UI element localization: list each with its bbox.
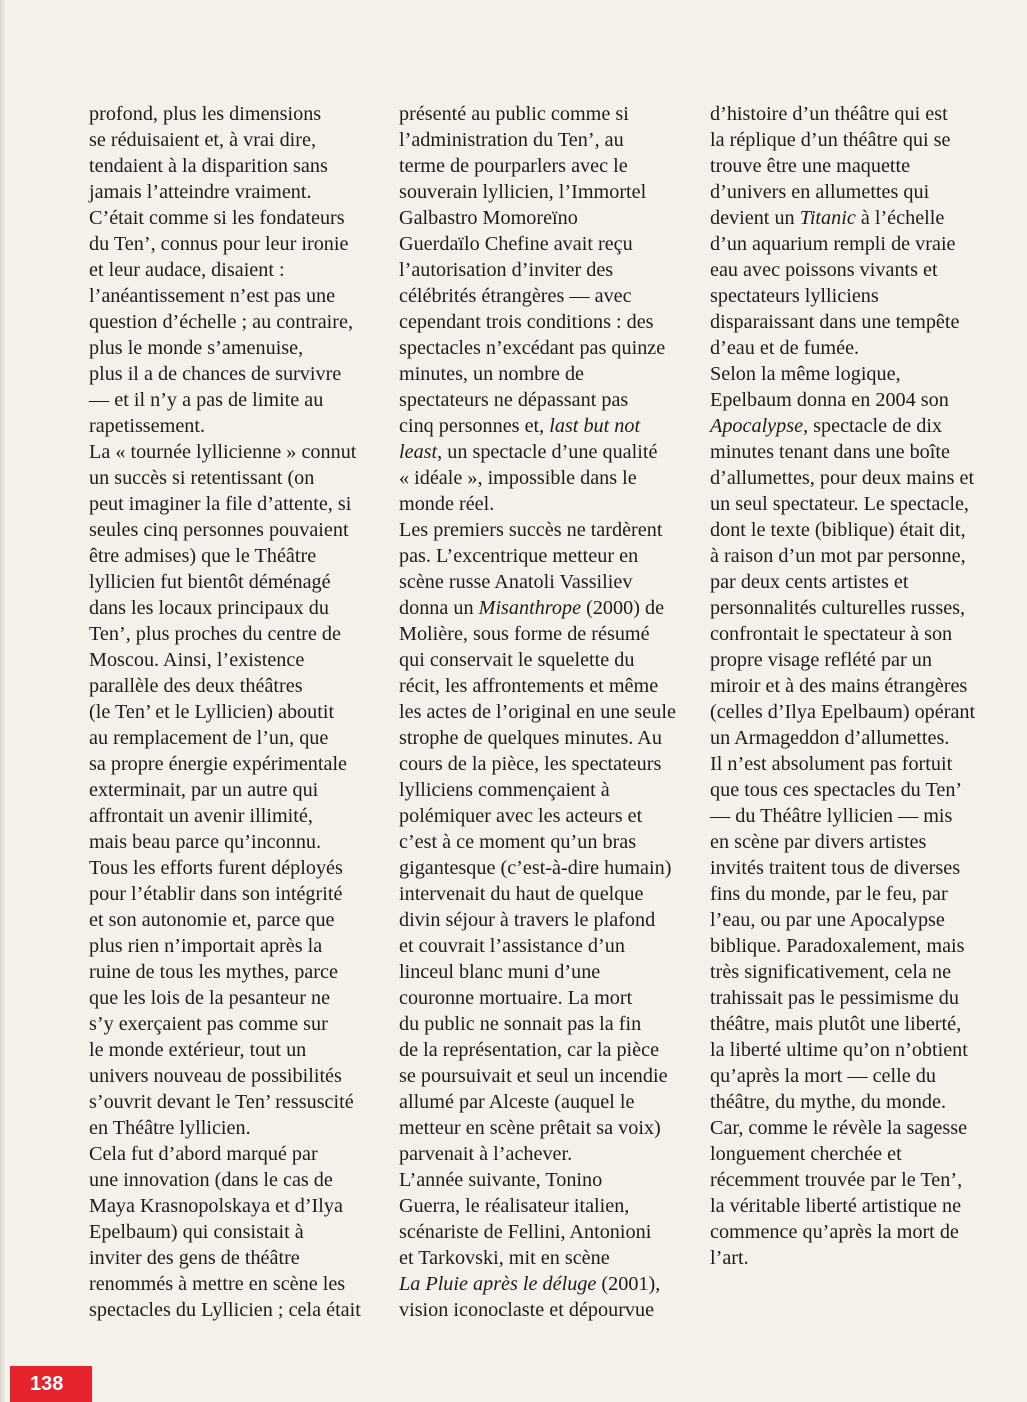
text-line: couronne mortuaire. La mort (399, 987, 633, 1009)
text-line: linceul blanc muni d’une (399, 961, 601, 983)
text-line: lylliciens commençaient à (399, 779, 610, 801)
text-line: trouve être une maquette (710, 155, 911, 177)
text-line: et son autonomie et, parce que (89, 909, 335, 931)
text-line: Selon la même logique, (710, 363, 901, 385)
text-line: du Ten’, connus pour leur ironie (89, 233, 349, 255)
text-line: scénariste de Fellini, Antonioni (399, 1221, 652, 1243)
text-line: inviter des gens de théâtre (89, 1247, 300, 1269)
page-binding-edge (0, 0, 6, 1402)
text-line: invités traitent tous de diverses (710, 857, 961, 879)
text-line: Epelbaum donna en 2004 son (710, 389, 949, 411)
text-line: gigantesque (c’est-à-dire humain) (399, 857, 672, 879)
text-line: metteur en scène prêtait sa voix) (399, 1117, 661, 1139)
text-line: — du Théâtre lyllicien — mis (710, 805, 953, 827)
text-line: commence qu’après la mort de (710, 1221, 959, 1243)
text-line: Guerra, le réalisateur italien, (399, 1195, 630, 1217)
text-line: Apocalypse, spectacle de dix (710, 415, 943, 437)
text-line: devient un Titanic à l’échelle (710, 207, 945, 229)
text-line: donna un Misanthrope (2000) de (399, 597, 665, 619)
text-line: profond, plus les dimensions (89, 103, 322, 125)
text-line: célébrités étrangères — avec (399, 285, 632, 307)
text-line: l’autorisation d’inviter des (399, 259, 614, 281)
text-line: plus le monde s’amenuise, (89, 337, 304, 359)
text-line: et Tarkovski, mit en scène (399, 1247, 610, 1269)
text-line: de la représentation, car la pièce (399, 1039, 660, 1061)
text-line: l’administration du Ten’, au (399, 129, 624, 151)
text-line: scène russe Anatoli Vassiliev (399, 571, 633, 593)
page-number: 138 (10, 1366, 92, 1402)
text-line: une innovation (dans le cas de (89, 1169, 333, 1191)
text-line: Moscou. Ainsi, l’existence (89, 649, 305, 671)
text-line: spectacles du Lyllicien ; cela était (89, 1299, 361, 1321)
text-line: parallèle des deux théâtres (89, 675, 303, 697)
text-line: spectacles n’excédant pas quinze (399, 337, 666, 359)
text-line: seules cinq personnes pouvaient (89, 519, 349, 541)
text-line: parvenait à l’achever. (399, 1143, 573, 1165)
text-line: se poursuivait et seul un incendie (399, 1065, 668, 1087)
text-line: renommés à mettre en scène les (89, 1273, 346, 1295)
text-line: théâtre, mais plutôt une liberté, (710, 1013, 962, 1035)
text-line: fins du monde, par le feu, par (710, 883, 948, 905)
text-line: disparaissant dans une tempête (710, 311, 960, 333)
text-line: pour l’établir dans son intégrité (89, 883, 343, 905)
text-line: et couvrait l’assistance d’un (399, 935, 625, 957)
text-line: Les premiers succès ne tardèrent (399, 519, 663, 541)
text-line: L’année suivante, Tonino (399, 1169, 603, 1191)
text-line: d’un aquarium rempli de vraie (710, 233, 956, 255)
text-line: allumé par Alceste (auquel le (399, 1091, 635, 1113)
text-line: La « tournée lyllicienne » connut (89, 441, 357, 463)
text-line: — et il n’y a pas de limite au (89, 389, 324, 411)
text-line: s’ouvrit devant le Ten’ ressuscité (89, 1091, 354, 1113)
text-column-1 (89, 101, 361, 1323)
text-line: minutes, un nombre de (399, 363, 585, 385)
text-line: du public ne sonnait pas la fin (399, 1013, 642, 1035)
text-line: Maya Krasnopolskaya et d’Ilya (89, 1195, 343, 1217)
text-line: d’histoire d’un théâtre qui est (710, 103, 948, 125)
text-line: miroir et à des mains étrangères (710, 675, 968, 697)
text-line: que tous ces spectacles du Ten’ (710, 779, 963, 801)
text-line: Epelbaum) qui consistait à (89, 1221, 304, 1243)
text-line: d’allumettes, pour deux mains et (710, 467, 975, 489)
text-line: récemment trouvée par le Ten’, (710, 1169, 963, 1191)
text-line: Tous les efforts furent déployés (89, 857, 343, 879)
text-line: (le Ten’ et le Lyllicien) aboutit (89, 701, 335, 723)
text-line: les actes de l’original en une seule (399, 701, 676, 723)
text-line: cependant trois conditions : des (399, 311, 654, 333)
text-line: peut imaginer la file d’attente, si (89, 493, 352, 515)
text-line: être admises) que le Théâtre (89, 545, 317, 567)
text-line: intervenait du haut de quelque (399, 883, 644, 905)
text-line: question d’échelle ; au contraire, (89, 311, 354, 333)
text-line: least, un spectacle d’une qualité (399, 441, 658, 463)
text-line: La Pluie après le déluge (2001), (399, 1273, 661, 1295)
text-line: la réplique d’un théâtre qui se (710, 129, 951, 151)
text-line: l’art. (710, 1247, 749, 1269)
text-line: en Théâtre lyllicien. (89, 1117, 251, 1139)
text-line: un seul spectateur. Le spectacle, (710, 493, 969, 515)
text-line: Ten’, plus proches du centre de (89, 623, 341, 645)
text-line: un succès si retentissant (on (89, 467, 315, 489)
text-line: qui conservait le squelette du (399, 649, 635, 671)
text-line: Galbastro Momoreïno (399, 207, 578, 229)
text-line: ruine de tous les mythes, parce (89, 961, 338, 983)
text-line: eau avec poissons vivants et (710, 259, 938, 281)
text-line: plus rien n’importait après la (89, 935, 323, 957)
text-line: l’eau, ou par une Apocalypse (710, 909, 945, 931)
text-line: affrontait un avenir illimité, (89, 805, 313, 827)
text-line: le monde extérieur, tout un (89, 1039, 307, 1061)
text-line: la liberté ultime qu’on n’obtient (710, 1039, 968, 1061)
text-line: au remplacement de l’un, que (89, 727, 329, 749)
text-line: biblique. Paradoxalement, mais (710, 935, 965, 957)
text-column-2 (399, 101, 676, 1323)
text-line: se réduisaient et, à vrai dire, (89, 129, 317, 151)
text-line: qu’après la mort — celle du (710, 1065, 936, 1087)
text-line: Guerdaïlo Chefine avait reçu (399, 233, 633, 255)
text-line: en scène par divers artistes (710, 831, 927, 853)
text-line: C’était comme si les fondateurs (89, 207, 345, 229)
text-line: cours de la pièce, les spectateurs (399, 753, 662, 775)
text-line: mais beau parce qu’inconnu. (89, 831, 322, 853)
text-line: (celles d’Ilya Epelbaum) opérant (710, 701, 976, 723)
text-line: trahissait pas le pessimisme du (710, 987, 959, 1009)
text-line: jamais l’atteindre vraiment. (89, 181, 312, 203)
text-line: terme de pourparlers avec le (399, 155, 628, 177)
text-line: univers nouveau de possibilités (89, 1065, 342, 1087)
text-line: d’eau et de fumée. (710, 337, 860, 359)
text-line: « idéale », impossible dans le (399, 467, 637, 489)
text-line: personnalités culturelles russes, (710, 597, 966, 619)
text-line: à raison d’un mot par personne, (710, 545, 966, 567)
text-line: théâtre, du mythe, du monde. (710, 1091, 947, 1113)
text-line: propre visage reflété par un (710, 649, 932, 671)
text-line: l’anéantissement n’est pas une (89, 285, 336, 307)
text-line: c’est à ce moment qu’un bras (399, 831, 637, 853)
text-line: Cela fut d’abord marqué par (89, 1143, 318, 1165)
text-line: sa propre énergie expérimentale (89, 753, 348, 775)
text-line: minutes tenant dans une boîte (710, 441, 950, 463)
text-line: présenté au public comme si (399, 103, 629, 125)
text-line: spectateurs lylliciens (710, 285, 879, 307)
text-line: strophe de quelques minutes. Au (399, 727, 662, 749)
text-line: Il n’est absolument pas fortuit (710, 753, 953, 775)
text-line: vision iconoclaste et dépourvue (399, 1299, 655, 1321)
text-line: la véritable liberté artistique ne (710, 1195, 962, 1217)
text-line: spectateurs ne dépassant pas (399, 389, 629, 411)
text-line: divin séjour à travers le plafond (399, 909, 656, 931)
text-line: par deux cents artistes et (710, 571, 909, 593)
text-line: longuement cherchée et (710, 1143, 902, 1165)
text-line: cinq personnes et, last but not (399, 415, 641, 437)
text-line: très significativement, cela ne (710, 961, 952, 983)
text-line: rapetissement. (89, 415, 206, 437)
text-line: un Armageddon d’allumettes. (710, 727, 950, 749)
text-line: Molière, sous forme de résumé (399, 623, 650, 645)
text-line: pas. L’excentrique metteur en (399, 545, 639, 567)
text-line: tendaient à la disparition sans (89, 155, 328, 177)
text-line: récit, les affrontements et même (399, 675, 659, 697)
text-line: s’y exerçaient pas comme sur (89, 1013, 328, 1035)
text-line: souverain lyllicien, l’Immortel (399, 181, 647, 203)
text-line: Car, comme le révèle la sagesse (710, 1117, 968, 1139)
text-line: et leur audace, disaient : (89, 259, 285, 281)
text-line: polémiquer avec les acteurs et (399, 805, 643, 827)
text-line: monde réel. (399, 493, 495, 515)
text-line: dans les locaux principaux du (89, 597, 329, 619)
text-column-3 (710, 101, 975, 1271)
text-line: d’univers en allumettes qui (710, 181, 930, 203)
text-line: que les lois de la pesanteur ne (89, 987, 331, 1009)
text-line: dont le texte (biblique) était dit, (710, 519, 966, 541)
text-line: confrontait le spectateur à son (710, 623, 953, 645)
text-line: lyllicien fut bientôt déménagé (89, 571, 331, 593)
text-line: exterminait, par un autre qui (89, 779, 319, 801)
text-line: plus il a de chances de survivre (89, 363, 342, 385)
